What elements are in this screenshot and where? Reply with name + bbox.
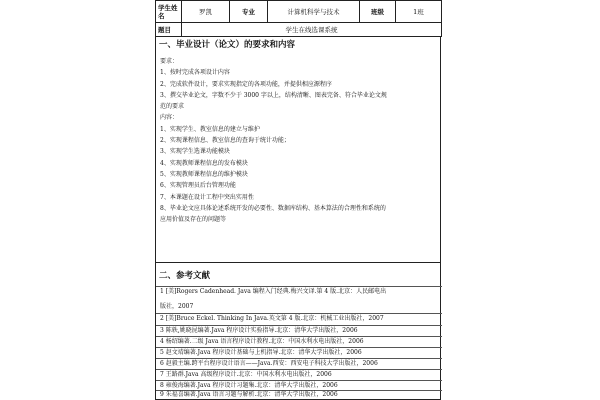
- req-line: 应用价值及存在的问题等: [160, 216, 227, 224]
- req-line: 7、本课题在设计工程中突出实用性: [160, 193, 254, 201]
- req-line: 1、按时完成各项设计内容: [160, 69, 230, 77]
- req-line: 5、实现教师课程信息的维护模块: [160, 170, 248, 178]
- req-line: 4、实现教师课程信息的发布模块: [160, 159, 248, 167]
- topic-value: 学生在线选课系统: [182, 23, 442, 37]
- reference-item: 3 陈轶,姚晓昆编著.Java 程序设计实验指导.北京：清华大学出版社，2006: [160, 327, 358, 334]
- thesis-task-page: [155, 0, 441, 400]
- ref-divider: [156, 313, 442, 314]
- reference-item: 1 [美]Rogers Cadenhead. Java 编程入门经典.梅兴文译.第 4 版.北京：人民邮电出: [160, 288, 387, 295]
- ref-divider: [156, 369, 442, 370]
- req-line: 内容：: [160, 114, 179, 122]
- reference-item: 6 赵毅主编.跨平台程序设计语言——Java.西安：西安电子科技大学出版社，2006: [160, 360, 378, 367]
- student-name-label: 学生姓名: [156, 1, 182, 23]
- student-name-value: 罗凯: [182, 1, 230, 23]
- reference-item: 7 王路群.Java 高级程序设计.北京：中国水利水电出版社，2006: [160, 371, 332, 378]
- ref-divider: [156, 286, 442, 287]
- req-line: 3、撰交毕业论文，字数不少于 3000 字以上，结构清晰、图表完备、符合毕业论文规: [160, 91, 387, 99]
- reference-item: 5 赵文靖编著.Java 程序设计基础与上机指导.北京：清华大学出版社，2006: [160, 349, 362, 356]
- ref-divider: [156, 325, 442, 326]
- requirements-section: [155, 37, 441, 263]
- req-line: 要求：: [160, 58, 179, 65]
- reference-item: 8 雍俊海编著.Java 程序设计习题集.北京：清华大学出版社，2006: [160, 382, 338, 389]
- req-line: 2、实现课程信息、教室信息的查询于统计功能；: [160, 137, 290, 145]
- req-line: 范的要求: [160, 103, 185, 111]
- header-table: [155, 0, 442, 37]
- reference-item: 4 杨绍编著.二级 Java 语言程序设计教程.北京：中国水利水电出版社，2006: [160, 338, 364, 345]
- references-section: [155, 263, 441, 400]
- req-line: 8、毕业论文应具体论述系统开发的必要性、数据库结构、基本算法的合理性和系统的: [160, 204, 386, 212]
- reference-item: 版社，2007: [160, 303, 194, 310]
- reference-item: 9 朱福喜编著.Java 语言习题与解析.北京：清华大学出版社，2006: [160, 391, 338, 398]
- ref-divider: [156, 336, 442, 337]
- topic-label: 题目: [156, 23, 182, 37]
- reference-item: 2 [美]Bruce Eckel. Thinking In Java.英文第 4 版.北京：机械工业出版社，2007: [160, 315, 384, 322]
- major-label: 专业: [230, 1, 268, 23]
- major-value: 计算机科学与技术: [268, 1, 360, 23]
- req-line: 1、实现学生、教室信息的建立与维护: [160, 125, 260, 133]
- req-line: 6、实现管理员后台管理功能: [160, 182, 236, 190]
- references-title: 二、参考文献: [159, 271, 211, 281]
- req-line: 2、完成软件设计，要求实现指定的各项功能，并提供相应源程序: [160, 80, 332, 88]
- ref-divider: [156, 358, 442, 359]
- ref-divider: [156, 380, 442, 381]
- req-line: 3、实现学生选课功能模块: [160, 148, 230, 156]
- class-value: 1班: [396, 1, 442, 23]
- ref-divider: [156, 347, 442, 348]
- requirements-title: 一、毕业设计（论文）的要求和内容: [159, 40, 296, 50]
- class-label: 班级: [360, 1, 396, 23]
